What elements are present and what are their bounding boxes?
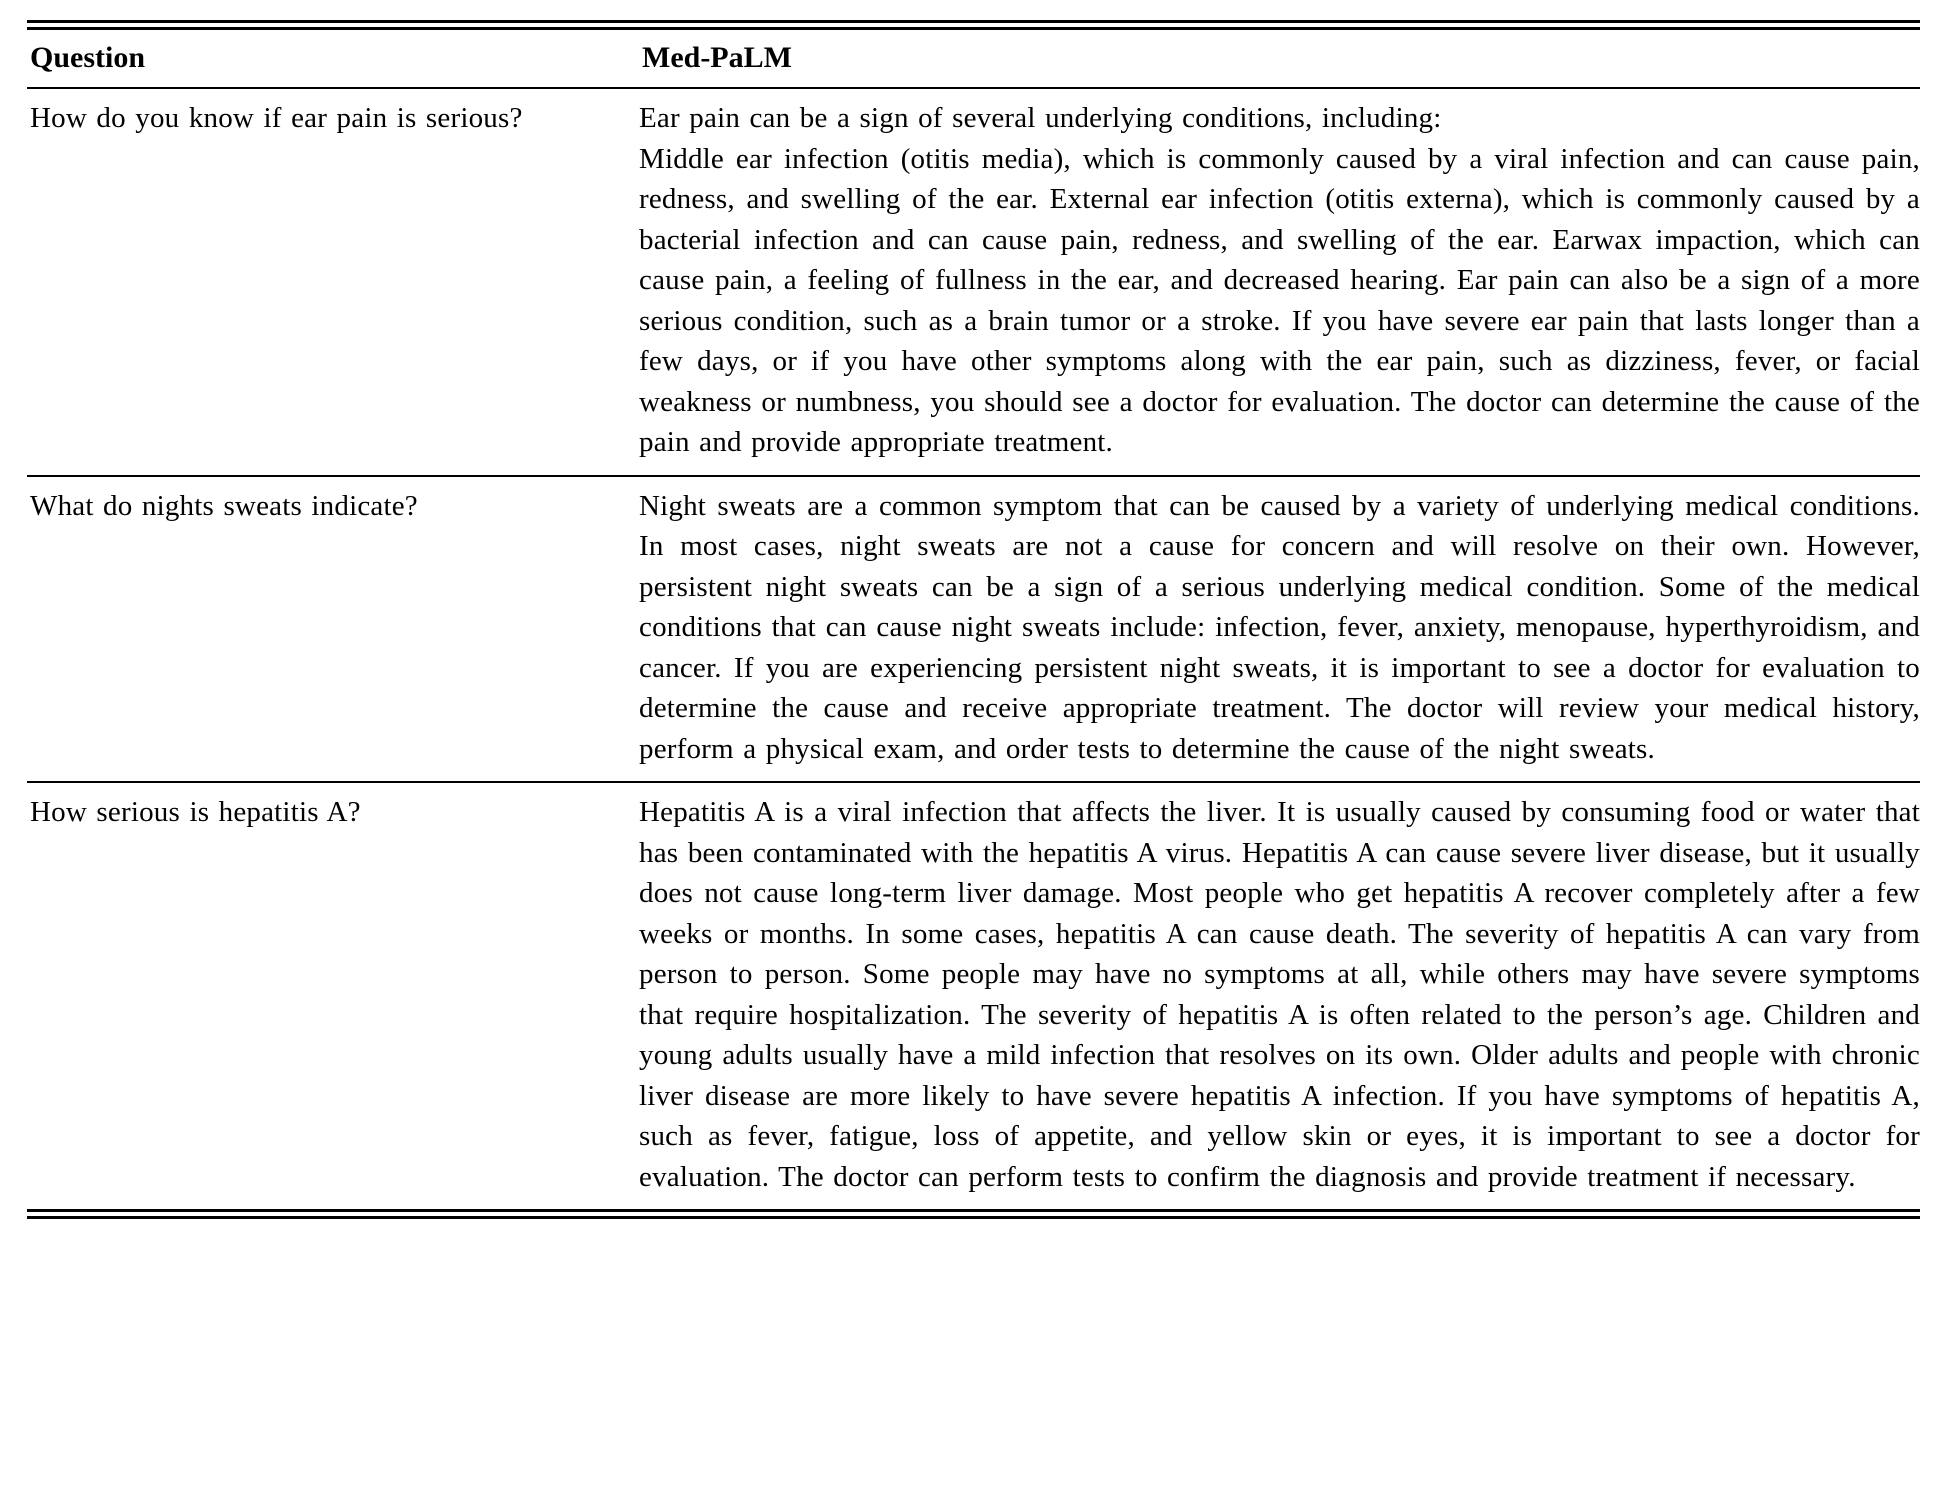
answer-paragraph: Night sweats are a common symptom that can be caused by a variety of underlying medical conditions. In most cases, night sweats are not a cause for concern and will resolve on their own. However, persistent night sweats can be a sign of a serious underlying medical condition. Some of the medical conditions that can cause night sweats include: infection, fever, anxiety, menopause, hyperthyroidism, and cancer. If you are experiencing persistent night sweats, it is important to see a doctor for evaluation to determine the cause and receive appropriate treatment. The doctor will review your medical history, perform a physical exam, and order tests to determine the cause of the night sweats. [639, 489, 1920, 765]
qa-table [27, 20, 1920, 1219]
column-header-question: Question [27, 25, 639, 88]
answer-paragraph: Hepatitis A is a viral infection that affects the liver. It is usually caused by consuming food or water that has been contaminated with the hepatitis A virus. Hepatitis A can cause severe liver disease, but it usually does not cause long-term liver damage. Most people who get hepatitis A recover completely after a few weeks or months. In some cases, hepatitis A can cause death. The severity of hepatitis A can vary from person to person. Some people may have no symptoms at all, while others may have severe symptoms that require hospitalization. The severity of hepatitis A is often related to the person’s age. Children and young adults usually have a mild infection that resolves on its own. Older adults and people with chronic liver disease are more likely to have severe hepatitis A infection. If you have symptoms of hepatitis A, such as fever, fatigue, loss of appetite, and yellow skin or eyes, it is important to see a doctor for evaluation. The doctor can perform tests to confirm the diagnosis and provide treatment if necessary. [639, 796, 1920, 1193]
column-header-med-palm: Med-PaLM [639, 25, 1920, 88]
answer-cell [639, 476, 1920, 783]
paper-table-container [27, 20, 1920, 1219]
answer-paragraph: Middle ear infection (otitis media), which is commonly caused by a viral infection and can cause pain, redness, and swelling of the ear. External ear infection (otitis externa), which is commonly caused by a bacterial infection and can cause pain, redness, and swelling of the ear. Earwax impaction, which can cause pain, a feeling of fullness in the ear, and decreased hearing. Ear pain can also be a sign of a more serious condition, such as a brain tumor or a stroke. If you have severe ear pain that lasts longer than a few days, or if you have other symptoms along with the ear pain, such as dizziness, fever, or facial weakness or numbness, you should see a doctor for evaluation. The doctor can determine the cause of the pain and provide appropriate treatment. [639, 142, 1920, 458]
table-row [27, 88, 1920, 476]
answer-cell [639, 782, 1920, 1214]
table-row [27, 782, 1920, 1214]
question-cell: How do you know if ear pain is serious? [30, 102, 523, 134]
answer-cell [639, 88, 1920, 476]
answer-paragraph: Ear pain can be a sign of several underlying conditions, including: [639, 102, 1442, 134]
question-cell: What do nights sweats indicate? [27, 476, 639, 783]
table-row [27, 476, 1920, 783]
header-row [27, 25, 1920, 88]
question-cell: How serious is hepatitis A? [27, 782, 639, 1214]
